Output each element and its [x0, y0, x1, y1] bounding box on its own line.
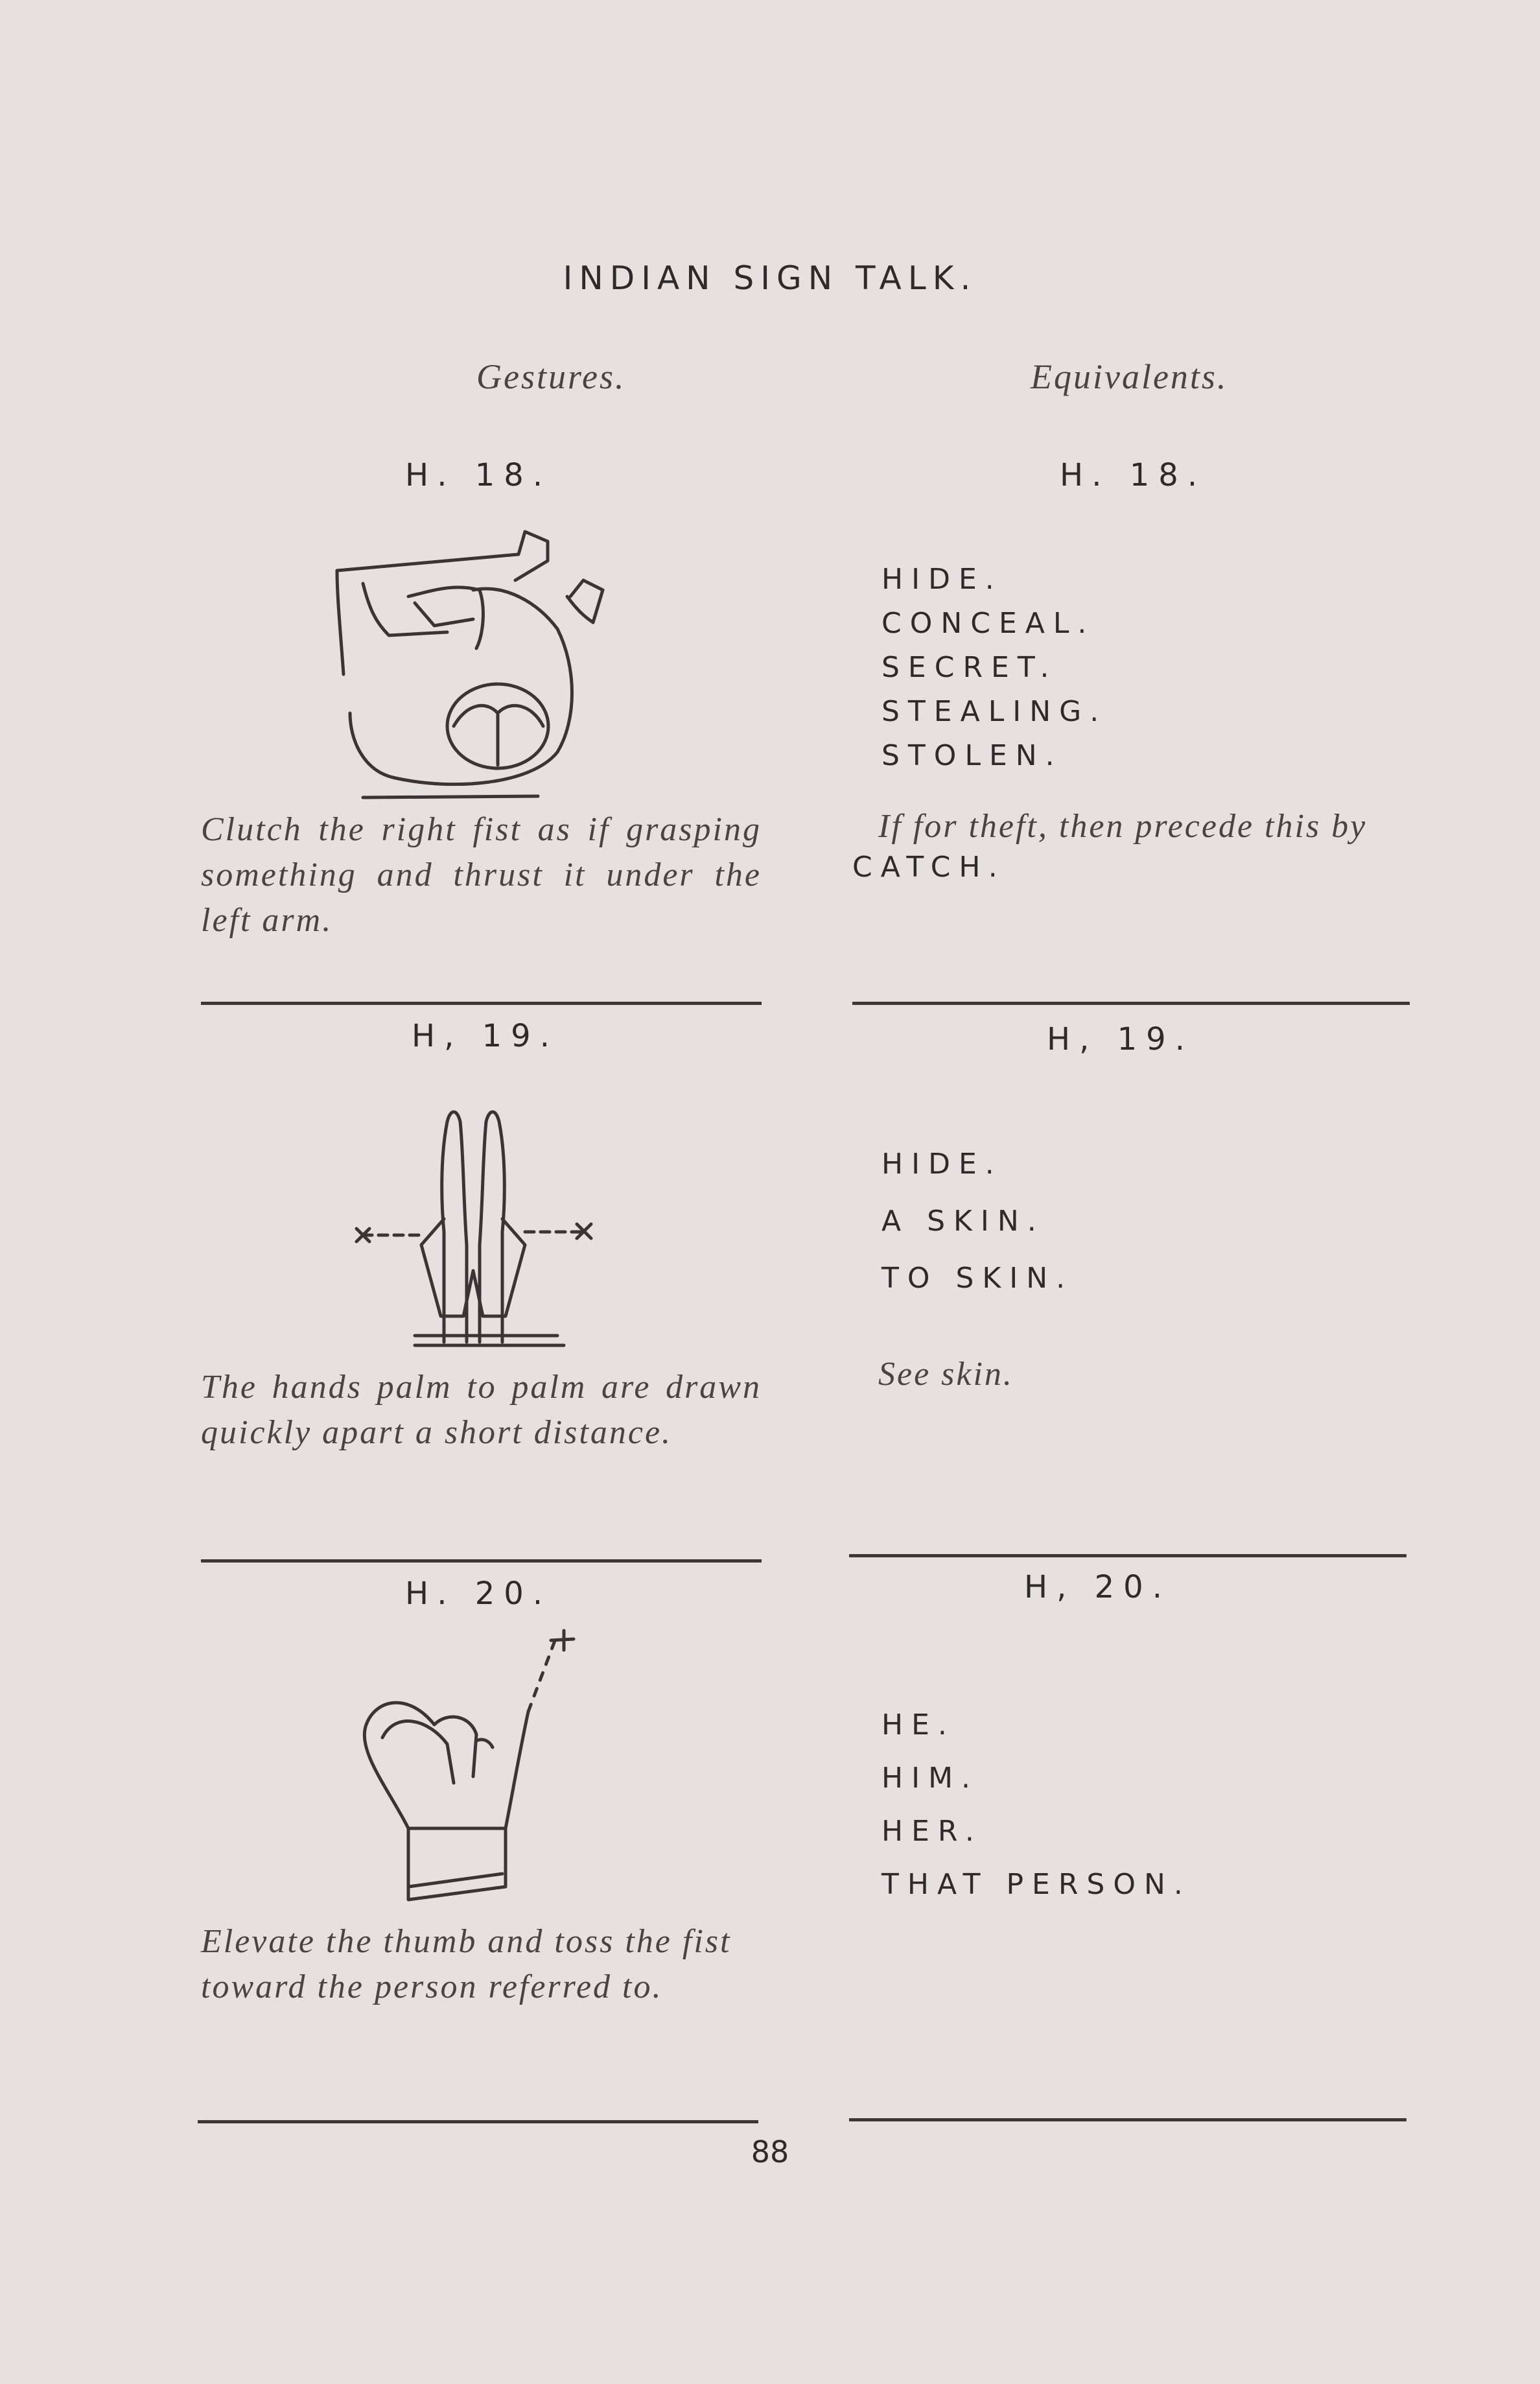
section-divider: [201, 1559, 762, 1563]
equivalents-list-h20: [881, 1699, 1191, 1911]
list-item: TO SKIN.: [881, 1262, 1074, 1295]
gesture-heading-h19: H, 19.: [412, 1018, 559, 1054]
list-item: CONCEAL.: [881, 607, 1095, 640]
section-divider: [849, 2118, 1406, 2121]
gestures-column-heading: Gestures.: [476, 357, 626, 396]
list-item: STEALING.: [881, 695, 1108, 728]
list-item: A SKIN.: [881, 1205, 1045, 1238]
equivalents-column-heading: Equivalents.: [1031, 357, 1228, 396]
thumb-toss-illustration: [344, 1627, 635, 1913]
list-item: SECRET.: [881, 651, 1058, 684]
hands-palm-to-palm-illustration: [350, 1102, 622, 1355]
section-divider: [849, 1554, 1406, 1557]
gesture-description-h19: The hands palm to palm are drawn quickly apart a short distance.: [201, 1369, 762, 1451]
gesture-heading-h20: H. 20.: [405, 1576, 552, 1612]
gesture-heading-h18: H. 18.: [405, 457, 552, 493]
gesture-description-h20: Elevate the thumb and toss the fist toward the person referred to.: [201, 1923, 732, 2005]
list-item: HIM.: [881, 1762, 979, 1795]
page-title: INDIAN SIGN TALK.: [563, 259, 977, 297]
section-divider: [198, 2120, 758, 2123]
list-item: HIDE.: [881, 1148, 1003, 1181]
section-divider: [852, 1002, 1410, 1005]
list-item: HER.: [881, 1815, 983, 1848]
fist-under-arm-illustration: [324, 519, 648, 804]
list-item: THAT PERSON.: [881, 1868, 1191, 1901]
equivalents-note-term-h18: CATCH.: [852, 851, 1006, 884]
equivalents-list-h18: [881, 558, 1107, 778]
page-number: 88: [751, 2134, 789, 2169]
gesture-description-h18: Clutch the right fist as if grasping something and thrust it under the left arm.: [201, 811, 762, 939]
equivalents-list-h19: [881, 1136, 1073, 1307]
equivalents-heading-h19: H, 19.: [1047, 1021, 1194, 1057]
list-item: HE.: [881, 1708, 955, 1741]
equivalents-note-h18: If for theft, then precede this by: [878, 808, 1368, 845]
list-item: HIDE.: [881, 563, 1003, 596]
equivalents-heading-h20: H, 20.: [1024, 1569, 1171, 1605]
list-item: STOLEN.: [881, 739, 1063, 772]
section-divider: [201, 1002, 762, 1005]
equivalents-note-h19: See skin.: [878, 1356, 1014, 1393]
equivalents-heading-h18: H. 18.: [1060, 457, 1207, 493]
